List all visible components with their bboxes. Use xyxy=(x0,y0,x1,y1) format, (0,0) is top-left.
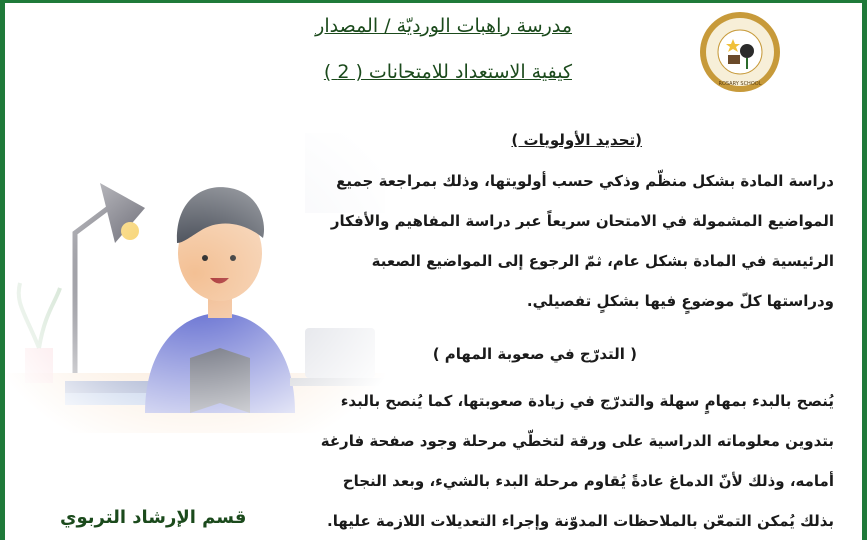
department-footer: قسم الإرشاد التربوي xyxy=(60,507,247,528)
document-title: كيفية الاستعداد للامتحانات ( 2 ) xyxy=(323,61,572,83)
document-page xyxy=(5,3,862,540)
school-title: مدرسة راهبات الورديّة / المصدار xyxy=(315,15,572,37)
section1-heading: (تحديد الأولويات ) xyxy=(511,131,642,149)
school-logo-seal xyxy=(699,11,781,93)
section2-body: يُنصح بالبدء بمهامٍ سهلة والتدرّج في زيادة صعوبتها، كما يُنصح بالبدء بتدوين معلوماته الدراسية على ورقة لتخطّي مرحلة وجود صفحة فارغة أمامه، وذلك لأنّ الدماغ عادةً يُقاوم مرحلة البدء بالشيء، وبعد النجاح بذلك يُمكن التمعّن بالملاحظات المدوّنة وإجراء التعديلات اللازمة عليها. xyxy=(320,392,834,530)
section2-heading: ( التدرّج في صعوبة المهام ) xyxy=(432,345,637,363)
section1-body: دراسة المادة بشكل منظّم وذكي حسب أولويتها، وذلك بمراجعة جميع المواضيع المشمولة في الامتحان سريعاً عبر دراسة المفاهيم والأفكار الرئيسية في المادة بشكل عام، ثمّ الرجوع إلى المواضيع الصعبة ودراستها كلّ موضوعٍ فيها بشكلٍ تفصيلي. xyxy=(330,172,834,310)
svg-text:ROSARY SCHOOL: ROSARY SCHOOL xyxy=(718,81,762,87)
